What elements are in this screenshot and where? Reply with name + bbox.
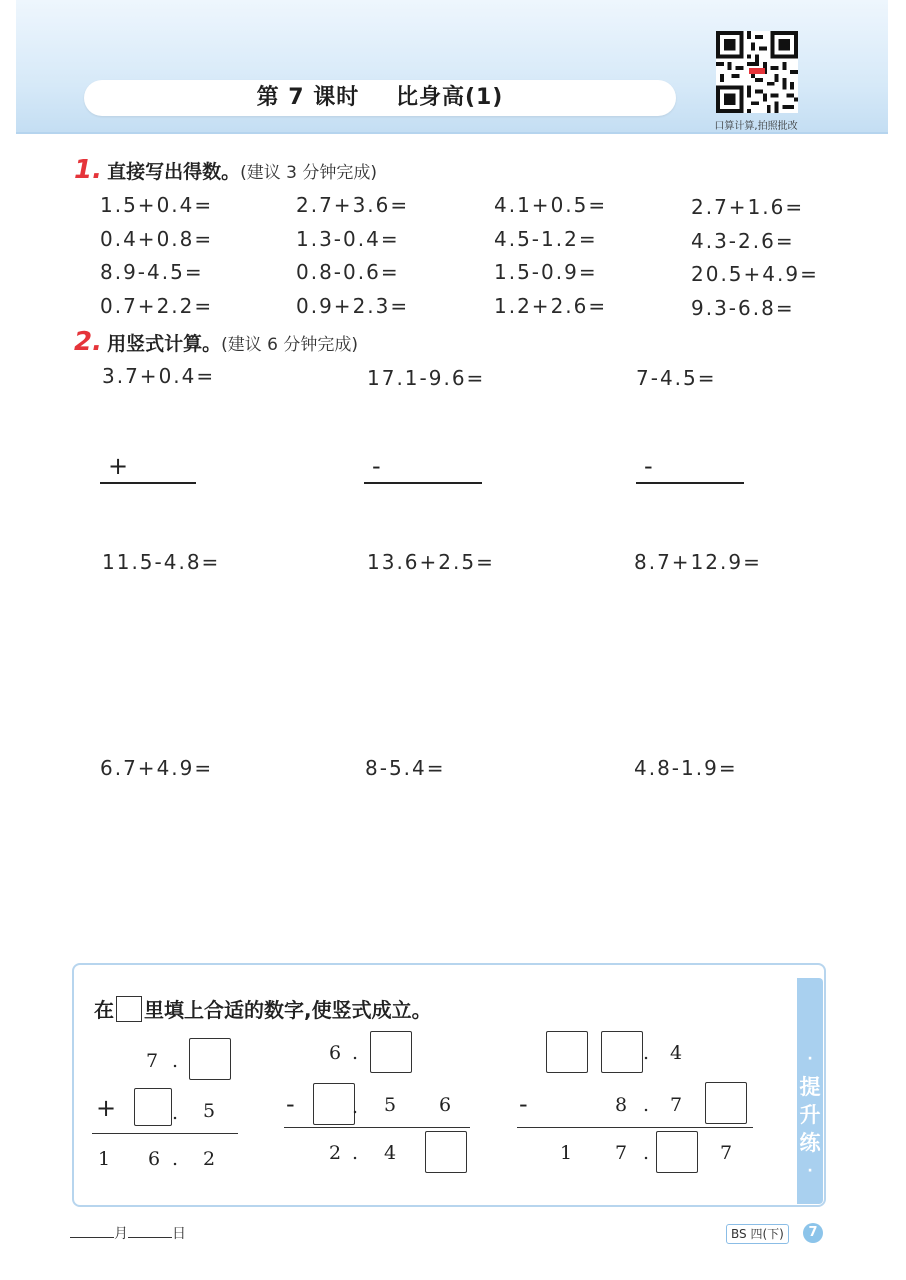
fill-box[interactable] — [601, 1031, 643, 1073]
edition-badge: BS 四(下) — [726, 1224, 789, 1244]
digit: 2 — [203, 1148, 216, 1170]
digit: 7 — [146, 1050, 159, 1072]
day-blank[interactable] — [128, 1237, 172, 1238]
digit: 6 — [329, 1042, 342, 1064]
decimal-point: . — [643, 1142, 650, 1164]
oral-problem: 2.7+3.6= — [296, 193, 410, 217]
section-2-note: (建议 6 分钟完成) — [221, 335, 358, 355]
digit: 5 — [384, 1094, 397, 1116]
answer-line — [364, 482, 482, 484]
blank-box-icon — [116, 996, 142, 1022]
oral-problem: 2.7+1.6= — [691, 195, 805, 219]
page-title — [84, 80, 676, 116]
difference-line — [517, 1127, 753, 1128]
fill-box[interactable] — [313, 1083, 355, 1125]
qr-code-icon[interactable] — [716, 31, 798, 113]
fill-box[interactable] — [189, 1038, 231, 1080]
fill-box[interactable] — [656, 1131, 698, 1173]
oral-problem: 4.1+0.5= — [494, 193, 608, 217]
digit: 6 — [148, 1148, 161, 1170]
section-1-title: 直接写出得数。 — [107, 161, 241, 183]
oral-problem: 1.5-0.9= — [494, 260, 598, 284]
qr-caption: 口算计算,拍照批改 — [714, 121, 798, 132]
digit: 7 — [615, 1142, 628, 1164]
fill-box[interactable] — [705, 1082, 747, 1124]
vertical-problem: 8-5.4= — [365, 756, 446, 780]
decimal-point: . — [643, 1042, 650, 1064]
section-2-heading — [74, 327, 358, 357]
oral-problem: 1.5+0.4= — [100, 193, 214, 217]
vertical-problem: 4.8-1.9= — [634, 756, 738, 780]
minus-sign: - — [286, 1090, 295, 1118]
oral-problem: 8.9-4.5= — [100, 260, 204, 284]
vertical-problem: 3.7+0.4= — [102, 364, 216, 388]
digit: 6 — [439, 1094, 452, 1116]
difference-line — [284, 1127, 470, 1128]
digit: 7 — [670, 1094, 683, 1116]
fill-box[interactable] — [425, 1131, 467, 1173]
oral-problem: 0.4+0.8= — [100, 227, 214, 251]
section-2-number: 2. — [74, 327, 102, 357]
month-blank[interactable] — [70, 1237, 114, 1238]
decimal-point: . — [643, 1094, 650, 1116]
decimal-point: . — [172, 1050, 179, 1072]
decimal-point: . — [352, 1142, 359, 1164]
oral-problem: 20.5+4.9= — [691, 262, 819, 286]
digit: 1 — [560, 1142, 573, 1164]
digit: 2 — [329, 1142, 342, 1164]
plus-sign: + — [108, 452, 129, 480]
section-1-heading — [74, 155, 377, 185]
digit: 8 — [615, 1094, 628, 1116]
oral-problem: 9.3-6.8= — [691, 296, 795, 320]
lesson-title: 比身高(1) — [395, 85, 504, 110]
digit: 4 — [384, 1142, 397, 1164]
digit: 1 — [98, 1148, 111, 1170]
side-tab-label: · 提 升 练 · — [799, 1051, 821, 1179]
decimal-point: . — [352, 1042, 359, 1064]
vertical-problem: 7-4.5= — [636, 366, 717, 390]
decimal-point: . — [172, 1102, 179, 1124]
vertical-problem: 13.6+2.5= — [367, 550, 495, 574]
plus-sign: + — [96, 1094, 117, 1122]
section-2-title: 用竖式计算。 — [107, 333, 222, 355]
section-1-note: (建议 3 分钟完成) — [240, 163, 377, 183]
oral-problem: 0.8-0.6= — [296, 260, 400, 284]
vertical-problem: 8.7+12.9= — [634, 550, 762, 574]
oral-problem: 4.3-2.6= — [691, 229, 795, 253]
challenge-title: 在 里填上合适的数字,使竖式成立。 — [94, 998, 432, 1022]
minus-sign: - — [644, 452, 653, 480]
oral-problem: 1.3-0.4= — [296, 227, 400, 251]
answer-line — [100, 482, 196, 484]
digit: 7 — [720, 1142, 733, 1164]
oral-problem: 1.2+2.6= — [494, 294, 608, 318]
oral-problem: 0.7+2.2= — [100, 294, 214, 318]
page-number: 7 — [803, 1223, 823, 1243]
digit: 5 — [203, 1100, 216, 1122]
vertical-problem: 6.7+4.9= — [100, 756, 214, 780]
vertical-problem: 17.1-9.6= — [367, 366, 486, 390]
sum-line — [92, 1133, 238, 1134]
fill-box[interactable] — [134, 1088, 172, 1126]
date-line: 月 日 — [70, 1223, 186, 1243]
minus-sign: - — [519, 1090, 528, 1118]
digit: 4 — [670, 1042, 683, 1064]
decimal-point: . — [172, 1148, 179, 1170]
section-1-number: 1. — [74, 155, 102, 185]
fill-box[interactable] — [546, 1031, 588, 1073]
vertical-problem: 11.5-4.8= — [102, 550, 221, 574]
decimal-point: . — [352, 1096, 359, 1118]
oral-problem: 0.9+2.3= — [296, 294, 410, 318]
lesson-number: 第 7 课时 — [256, 85, 360, 110]
fill-box[interactable] — [370, 1031, 412, 1073]
oral-problem: 4.5-1.2= — [494, 227, 598, 251]
answer-line — [636, 482, 744, 484]
minus-sign: - — [372, 452, 381, 480]
